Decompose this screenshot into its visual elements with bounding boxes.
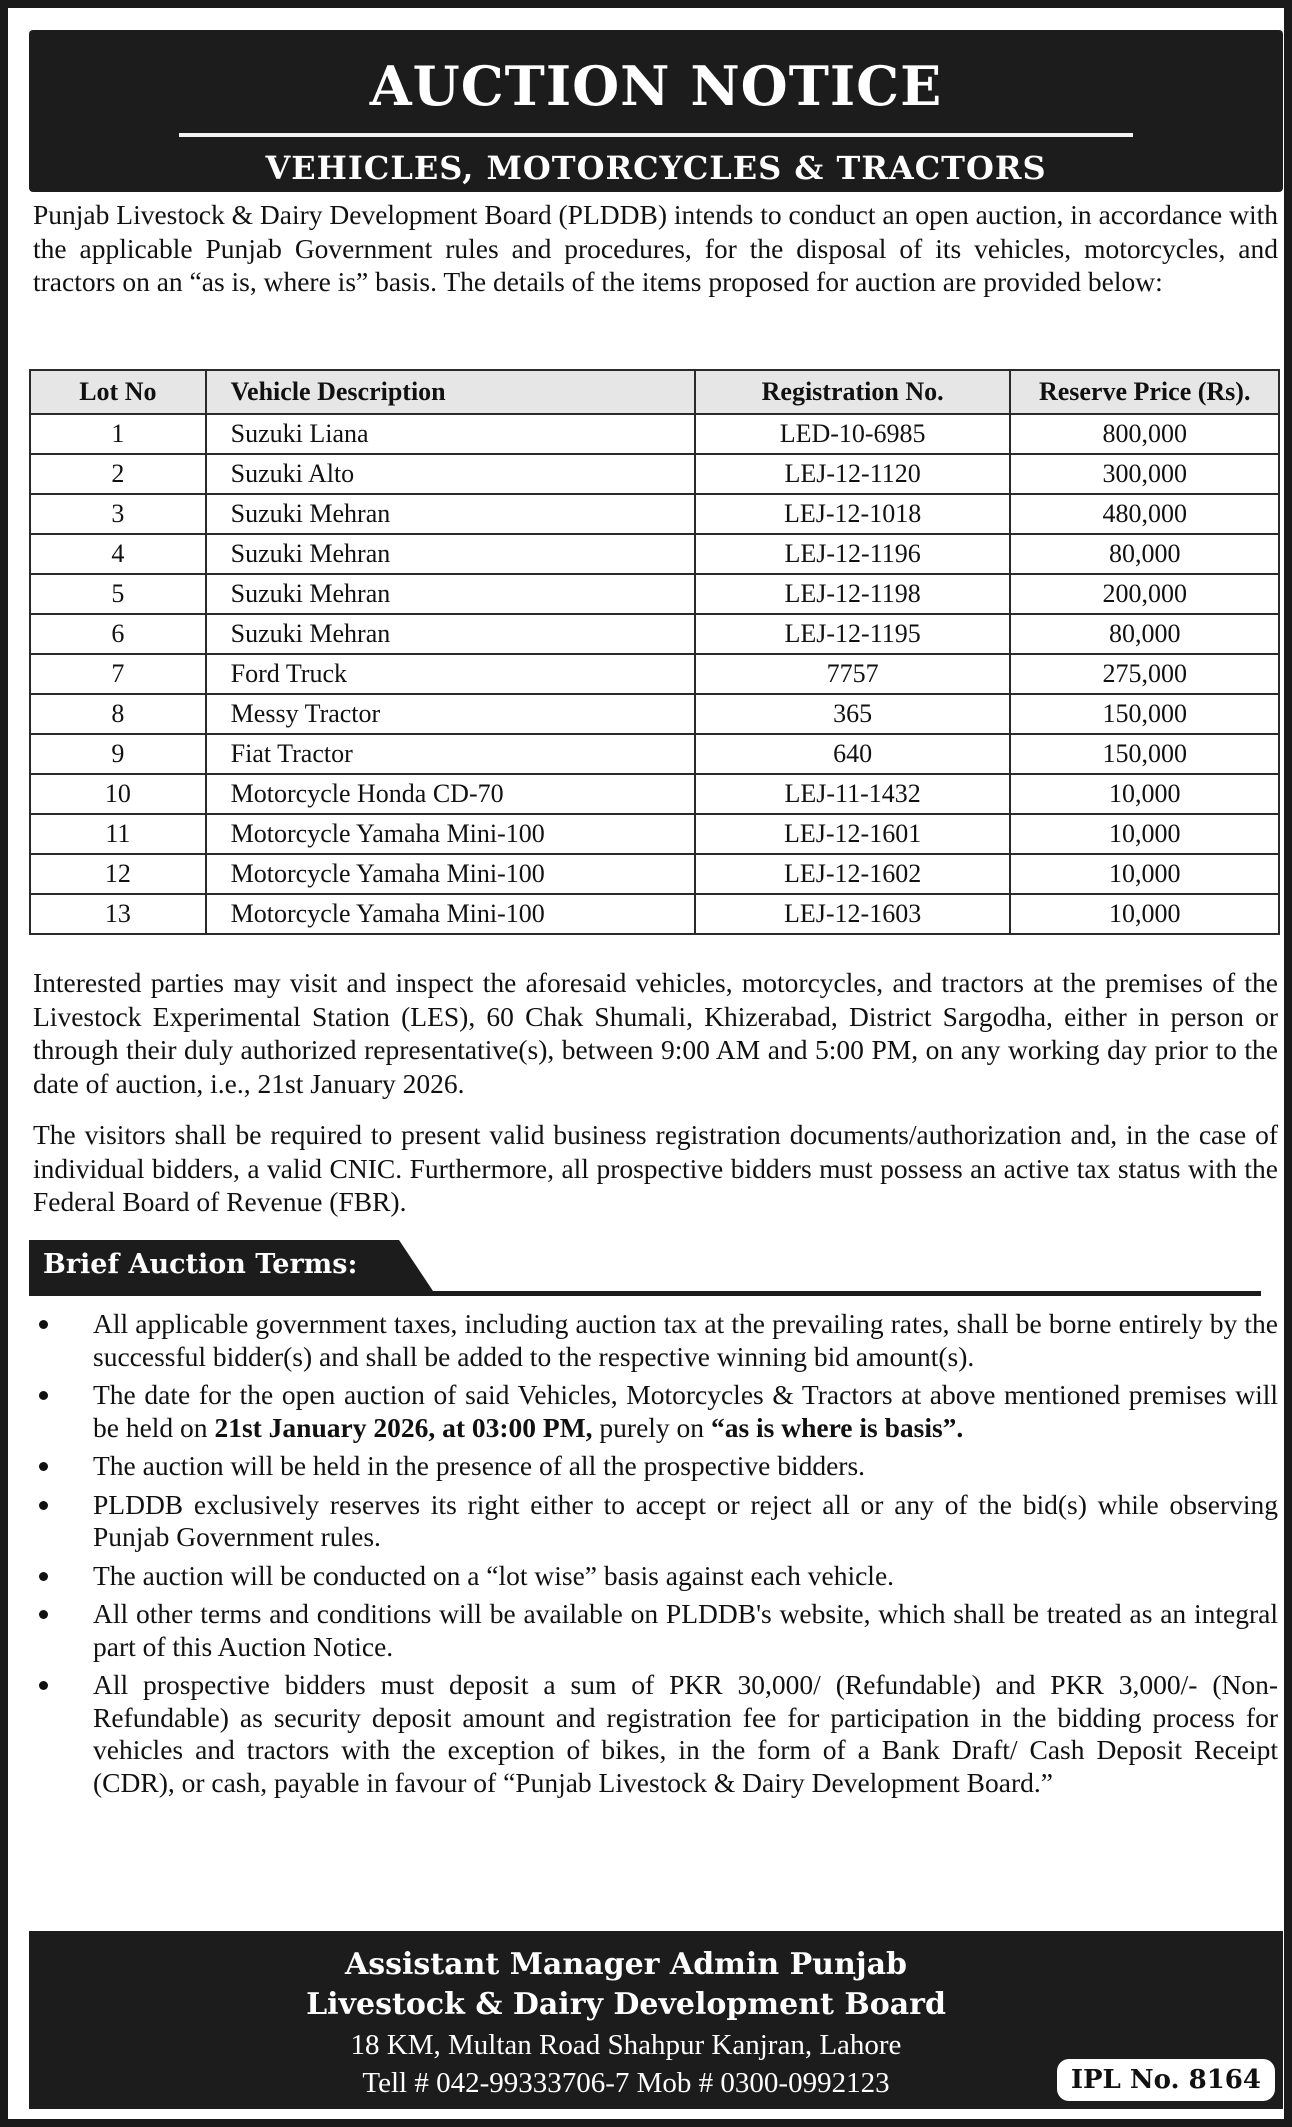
auction-date-time: 21st January 2026, at 03:00 PM, [214, 1411, 593, 1443]
auction-lots-table [29, 369, 1280, 935]
bullet-icon [39, 1572, 48, 1581]
table-row [30, 534, 1279, 574]
bullet-icon [39, 1462, 48, 1471]
vehicle-description-cell: Motorcycle Yamaha Mini-100 [206, 894, 695, 934]
table-row [30, 454, 1279, 494]
lot-no-cell: 7 [30, 654, 206, 694]
vehicle-description-cell: Suzuki Mehran [206, 574, 695, 614]
vehicle-description-cell: Ford Truck [206, 654, 695, 694]
reserve-price-cell: 80,000 [1010, 534, 1279, 574]
term-item: PLDDB exclusively reserves its right either to accept or reject all or any of the bid(s) while observing Punjab Government rules. [33, 1489, 1278, 1554]
lot-no-cell: 12 [30, 854, 206, 894]
footer-phone: Tell # 042-99333706-7 Mob # 0300-0992123 [362, 2067, 890, 2099]
lot-no-cell: 4 [30, 534, 206, 574]
bullet-icon [39, 1610, 48, 1619]
reserve-price-cell: 150,000 [1010, 734, 1279, 774]
header-divider [179, 133, 1133, 137]
table-row [30, 694, 1279, 734]
intro-paragraph: Punjab Livestock & Dairy Development Board (PLDDB) intends to conduct an open auction, in accordance with the applicable Punjab Government rules and procedures, for the disposal of its vehicles, motorcycles, and tractors on an “as is, where is” basis. The details of the items proposed for auction are provided below: [33, 199, 1278, 297]
registration-no-cell: LEJ-12-1196 [695, 534, 1011, 574]
header-reserve-price: Reserve Price (Rs). [1010, 370, 1279, 414]
table-row [30, 854, 1279, 894]
table-row [30, 654, 1279, 694]
footer-organization: Livestock & Dairy Development Board [306, 1987, 946, 2022]
vehicle-description-cell: Suzuki Mehran [206, 534, 695, 574]
lot-no-cell: 1 [30, 414, 206, 454]
table-row [30, 774, 1279, 814]
lot-no-cell: 2 [30, 454, 206, 494]
reserve-price-cell: 800,000 [1010, 414, 1279, 454]
inspection-paragraph: Interested parties may visit and inspect the aforesaid vehicles, motorcycles, and tractors at the premises of the Livestock Experimental Station (LES), 60 Chak Shumali, Khizerabad, District Sargodha, either in person or through their duly authorized representative(s), between 9:00 AM and 5:00 PM, on any working day prior to the date of auction, i.e., 21st January 2026. [33, 967, 1278, 1099]
footer-address: 18 KM, Multan Road Shahpur Kanjran, Lahore [350, 2029, 902, 2061]
bullet-icon [39, 1320, 48, 1329]
reserve-price-cell: 200,000 [1010, 574, 1279, 614]
registration-no-cell: LEJ-12-1018 [695, 494, 1011, 534]
registration-no-cell: 7757 [695, 654, 1011, 694]
contact-footer [29, 1931, 1283, 2109]
reserve-price-cell: 10,000 [1010, 774, 1279, 814]
vehicle-description-cell: Motorcycle Yamaha Mini-100 [206, 854, 695, 894]
lot-no-cell: 8 [30, 694, 206, 734]
terms-heading: Brief Auction Terms: [43, 1249, 358, 1280]
bullet-icon [39, 1391, 48, 1400]
reserve-price-cell: 275,000 [1010, 654, 1279, 694]
table-row [30, 614, 1279, 654]
notice-title: AUCTION NOTICE [369, 54, 943, 118]
lot-no-cell: 9 [30, 734, 206, 774]
term-item: The auction will be conducted on a “lot wise” basis against each vehicle. [33, 1560, 1278, 1593]
term-item: All applicable government taxes, including auction tax at the prevailing rates, shall be borne entirely by the successful bidder(s) and shall be added to the respective winning bid amount(s). [33, 1308, 1278, 1373]
header-banner [29, 30, 1283, 192]
vehicle-description-cell: Suzuki Mehran [206, 494, 695, 534]
reserve-price-cell: 80,000 [1010, 614, 1279, 654]
term-item: The date for the open auction of said Vehicles, Motorcycles & Tractors at above mentioned premises will be held on 21st January 2026, at 03:00 PM, purely on “as is where is basis”. [33, 1379, 1278, 1444]
registration-no-cell: LEJ-12-1198 [695, 574, 1011, 614]
term-item: All other terms and conditions will be available on PLDDB's website, which shall be treated as an integral part of this Auction Notice. [33, 1598, 1278, 1663]
visitors-paragraph: The visitors shall be required to present valid business registration documents/authorization and, in the case of individual bidders, a valid CNIC. Furthermore, all prospective bidders must possess an active tax status with the Federal Board of Revenue (FBR). [33, 1119, 1278, 1217]
header-lot-no: Lot No [30, 370, 206, 414]
bullet-icon [39, 1681, 48, 1690]
registration-no-cell: LEJ-12-1603 [695, 894, 1011, 934]
vehicle-description-cell: Suzuki Mehran [206, 614, 695, 654]
header-registration-no: Registration No. [695, 370, 1011, 414]
lot-no-cell: 13 [30, 894, 206, 934]
header-vehicle-description: Vehicle Description [206, 370, 695, 414]
registration-no-cell: 365 [695, 694, 1011, 734]
vehicle-description-cell: Motorcycle Yamaha Mini-100 [206, 814, 695, 854]
table-row [30, 894, 1279, 934]
vehicle-description-cell: Fiat Tractor [206, 734, 695, 774]
reserve-price-cell: 10,000 [1010, 854, 1279, 894]
registration-no-cell: LEJ-12-1601 [695, 814, 1011, 854]
table-row [30, 574, 1279, 614]
registration-no-cell: 640 [695, 734, 1011, 774]
lot-no-cell: 6 [30, 614, 206, 654]
reserve-price-cell: 10,000 [1010, 814, 1279, 854]
reserve-price-cell: 10,000 [1010, 894, 1279, 934]
registration-no-cell: LEJ-12-1602 [695, 854, 1011, 894]
as-is-basis: “as is where is basis”. [710, 1411, 964, 1443]
registration-no-cell: LEJ-12-1120 [695, 454, 1011, 494]
reserve-price-cell: 480,000 [1010, 494, 1279, 534]
registration-no-cell: LEJ-11-1432 [695, 774, 1011, 814]
vehicle-description-cell: Messy Tractor [206, 694, 695, 734]
notice-subtitle: VEHICLES, MOTORCYCLES & TRACTORS [265, 149, 1047, 187]
registration-no-cell: LED-10-6985 [695, 414, 1011, 454]
lot-no-cell: 3 [30, 494, 206, 534]
reserve-price-cell: 150,000 [1010, 694, 1279, 734]
table-row [30, 414, 1279, 454]
terms-list [33, 1308, 1278, 1805]
reserve-price-cell: 300,000 [1010, 454, 1279, 494]
bullet-icon [39, 1501, 48, 1510]
table-row [30, 494, 1279, 534]
table-header-row [30, 370, 1279, 414]
lot-no-cell: 5 [30, 574, 206, 614]
term-item: All prospective bidders must deposit a sum of PKR 30,000/ (Refundable) and PKR 3,000/- (Non- Refundable) as security deposit amount and registration fee for participation in the bidding process for vehicles and tractors with the exception of bikes, in the form of a Bank Draft/ Cash Deposit Receipt (CDR), or cash, payable in favour of “Punjab Livestock & Dairy Development Board.” [33, 1669, 1278, 1799]
table-row [30, 734, 1279, 774]
footer-designation: Assistant Manager Admin Punjab [344, 1947, 908, 1982]
terms-section-header [29, 1240, 1261, 1298]
registration-no-cell: LEJ-12-1195 [695, 614, 1011, 654]
vehicle-description-cell: Motorcycle Honda CD-70 [206, 774, 695, 814]
table-row [30, 814, 1279, 854]
ipl-number-badge: IPL No. 8164 [1057, 2059, 1275, 2101]
lot-no-cell: 10 [30, 774, 206, 814]
vehicle-description-cell: Suzuki Alto [206, 454, 695, 494]
vehicle-description-cell: Suzuki Liana [206, 414, 695, 454]
term-item: The auction will be held in the presence of all the prospective bidders. [33, 1450, 1278, 1483]
lot-no-cell: 11 [30, 814, 206, 854]
